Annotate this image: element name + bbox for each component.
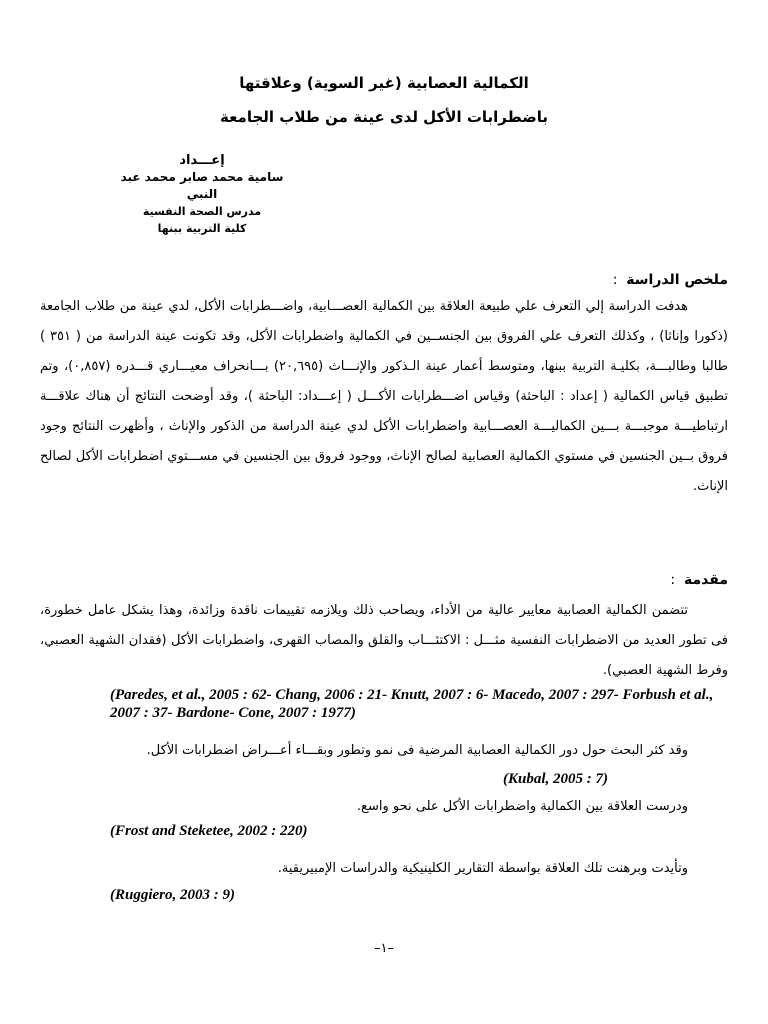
author-position: مدرس الصحة النفسية [142, 205, 262, 218]
prepared-by-label: إعـــداد [179, 153, 225, 168]
title-line-1: الكمالية العصابية (غير السوية) وعلاقتها [239, 74, 529, 92]
intro-citation-1: (Paredes, et al., 2005 : 62- Chang, 2006 : 21- Knutt, 2007 : 6- Macedo, 2007 : 297- Forbush et al., 2007 : 37- Bardone- Cone, 2007 : 1977) [110, 687, 714, 721]
title-line-2: باضطرابات الأكل لدى عينة من طلاب الجامعة [219, 108, 548, 126]
intro-citation-2: (Kubal, 2005 : 7) [503, 771, 608, 787]
intro-paragraph-2: وقد كثر البحث حول دور الكمالية العصابية المرضية فى نمو وتطور وبقـــاء أعـــراض اضطرابات الأكل. [146, 743, 688, 758]
intro-paragraph-1: تتضمن الكمالية العصابية معايير عالية من الأداء، ويصاحب ذلك ويلازمه تقييمات ناقدة وزائدة، وهذا يشكل عامل خطورة، فى تطور العديد من الاضطرابات النفسية مثـــل : الاكتئـــاب والقلق والمصاب القهرى، واضطرابات الأكل (فقدان الشهية العصبي، وفرط الشهية العصبي). [40, 603, 728, 678]
intro-citation-3: (Frost and Steketee, 2002 : 220) [110, 823, 308, 839]
abstract-heading-text: ملخص الدراسة [626, 272, 728, 288]
introduction-heading-text: مقدمة [684, 572, 728, 588]
author-faculty: كلية التربية ببنها [157, 222, 247, 235]
introduction-heading [670, 572, 728, 588]
author-name: سامية محمد صابر محمد عبد النبي [120, 170, 284, 201]
abstract-text: هدفت الدراسة إلي التعرف علي طبيعة العلاقة بين الكمالية العصـــابية، واضـــطرابات الأكل، لدي عينة من طلاب الجامعة (ذكورا وإناثا) ، وكذلك التعرف علي الفروق بين الجنســين في الكمالية واضطرابات الأكل، وقد تكونت عينة الدراسة من ( ٣٥١ ) طالبا وطالبـــة، بكليـة التربية ببنها، ومتوسط أعمار عينة الـذكور والإنـــاث (٢٠,٦٩٥) بـــانحراف معيـــاري قـــدره (٠,٨٥٧)، وتم تطبيق قياس الكمالية ( إعداد : الباحثة) وقياس اضـــطرابات الأكـــل ( إعـــداد: الباحثة )، وقد أوضحت النتائج أن هناك علاقـــة ارتباطيـــة موجبـــة بـــين الكماليـــة العصـــابية واضطرابات الأكل لدي عينة الدراسة من الذكور والإناث ، وأظهرت النتائج وجود فروق بــين الجنسين في مستوي الكمالية العصابية لصالح الإناث، ووجود فروق بين الجنسين في مســـتوي اضطرابات الأكل لصالح الإناث. [40, 299, 728, 494]
intro-citation-4: (Ruggiero, 2003 : 9) [110, 887, 235, 903]
intro-paragraph-3: ودرست العلاقة بين الكمالية واضطرابات الأكل على نحو واسع. [356, 799, 688, 814]
intro-paragraph-4: وتأيدت وبرهنت تلك العلاقة بواسطة التقارير الكلينيكية والدراسات الإمبيريقية. [277, 861, 688, 876]
introduction-heading-colon: : [670, 572, 676, 588]
abstract-heading-colon: : [612, 272, 618, 288]
author-block [112, 152, 292, 237]
abstract-heading [613, 272, 728, 288]
page-number: –١– [374, 941, 394, 956]
